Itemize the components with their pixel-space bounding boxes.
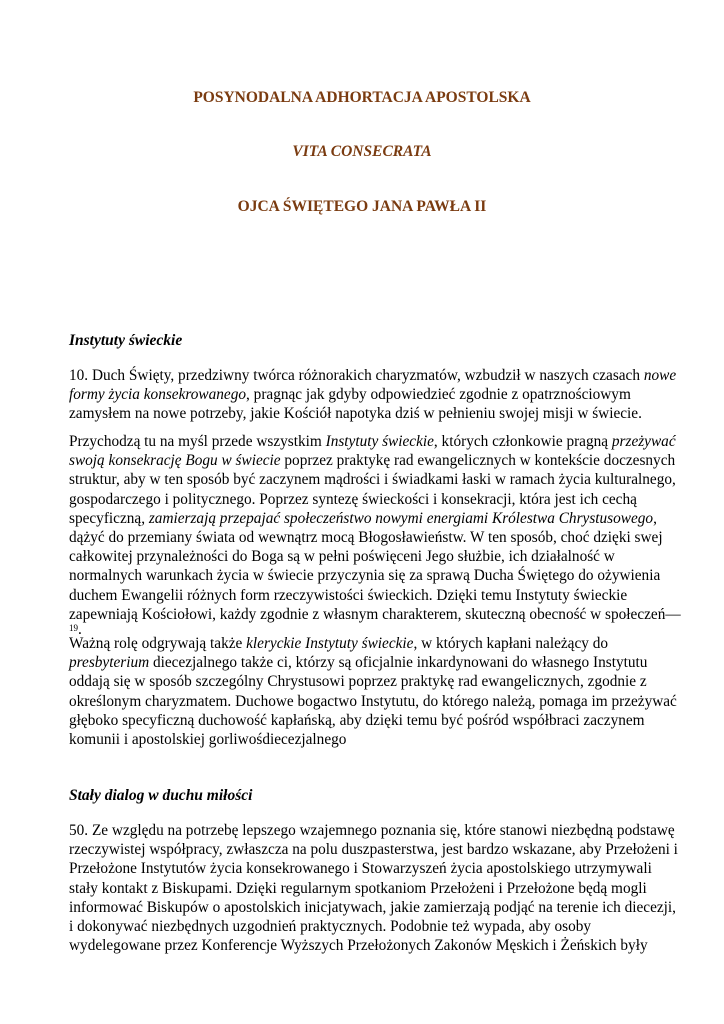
document-subtitle: VITA CONSECRATA [292,143,432,160]
text-line: stały kontakt z Biskupami. Dzięki regularnym spotkaniom Przełożeni i Przełożone będą mogli [69,879,647,897]
text-line: gospodarczego i politycznego. Poprzez syntezę świeckości i konsekracji, która jest ich cechą [69,490,637,508]
text-line: informować Biskupów o apostolskich inicjatywach, jakie zamierzają podjąć na terenie ich diecezji, [69,898,676,916]
text-line: 50. Ze względu na potrzebę lepszego wzajemnego poznania się, które stanowi niezbędną podstawę [69,822,675,839]
text-line: swoją konsekrację Bogu w świecie poprzez praktykę rad ewangelicznych w kontekście doczesnych [69,452,676,470]
text-line: normalnych warunkach życia w świecie przyczynia się za sprawą Ducha Świętego do ożywienia [69,567,661,585]
paragraph-secular-institutes [69,432,681,639]
document-title: POSYNODALNA ADHORTACJA APOSTOLSKA [193,89,531,106]
text-line: 10. Duch Święty, przedziwny twórca różnorakich charyzmatów, wzbudził w naszych czasach nowe [69,367,677,384]
text-line: formy życia konsekrowanego, pragnąc jak gdyby odpowiedzieć zgodnie z opatrznościowym [69,386,631,404]
text-line: struktur, aby w ten sposób być zaczynem mądrości i świadkami łaski w ramach życia kulturalnego, [69,471,676,489]
text-line: zamysłem na nowe potrzeby, jakie Kościół napotyka dziś w pełnieniu swojej misji w świecie. [69,405,642,423]
document-author: OJCA ŚWIĘTEGO JANA PAWŁA II [237,198,487,215]
text-line: i dokonywać niezbędnych uzgodnień praktycznych. Podobnie też wypada, aby osoby [69,918,592,936]
text-line: dążyć do przemiany świata od wewnątrz mocą Błogosławieństw. W ten sposób, choć dzięki swej [69,529,663,547]
text-line: Przełożone Instytutów życia konsekrowanego i Stowarzyszeń życia apostolskiego utrzymywali [69,860,652,878]
text-line: presbyterium diecezjalnego także ci, którzy są oficjalnie inkardynowani do własnego Instytutu [69,654,648,672]
text-line: Przychodzą tu na myśl przede wszystkim Instytuty świeckie, których członkowie pragną przeżywać [69,433,676,450]
text-line: rzeczywistej współpracy, zwłaszcza na polu duszpasterstwa, jest bardzo wskazane, aby Przełożeni i [69,841,678,859]
text-line: oddają się w sposób szczególny Chrystusowi poprzez praktykę rad ewangelicznych, zgodnie z [69,673,647,691]
paragraph-10 [69,366,677,424]
text-line: określonym charyzmatem. Duchowe bogactwo Instytutu, do którego należą, pomaga im przeżywać [69,692,677,710]
section-heading-secular-institutes: Instytuty świeckie [69,332,183,349]
text-line: specyficzną, zamierzają przepajać społeczeństwo nowymi energiami Królestwa Chrystusowego, [69,509,657,527]
text-line: wydelegowane przez Konferencje Wyższych Przełożonych Zakonów Męskich i Żeńskich były [69,937,648,955]
text-line: duchem Ewangelii różnych form rzeczywistości świeckich. Dzięki temu Instytuty świeckie [69,586,628,604]
paragraph-clerical-institutes [69,634,677,749]
text-line: zapewniają Kościołowi, każdy zgodnie z własnym charakterem, skuteczną obecność w społeczeń— [69,605,681,623]
text-line: komunii i apostolskiej gorliwośdiecezjalnego [69,731,347,749]
section-heading-dialogue: Stały dialog w duchu miłości [69,787,253,804]
footnote-reference[interactable]: 19 [69,623,78,634]
text-line: $^{19}$. [69,621,82,639]
paragraph-50 [69,821,678,955]
text-line: głęboko specyficzną duchowość kapłańską, aby dzięki temu być pośród współbraci zaczynem [69,711,645,729]
text-line: całkowitej przynależności do Boga są w pełni poświęceni Jego służbie, ich działalność w [69,548,615,566]
text-line: Ważną rolę odgrywają także kleryckie Instytuty świeckie, w których kapłani należący do [69,635,609,652]
